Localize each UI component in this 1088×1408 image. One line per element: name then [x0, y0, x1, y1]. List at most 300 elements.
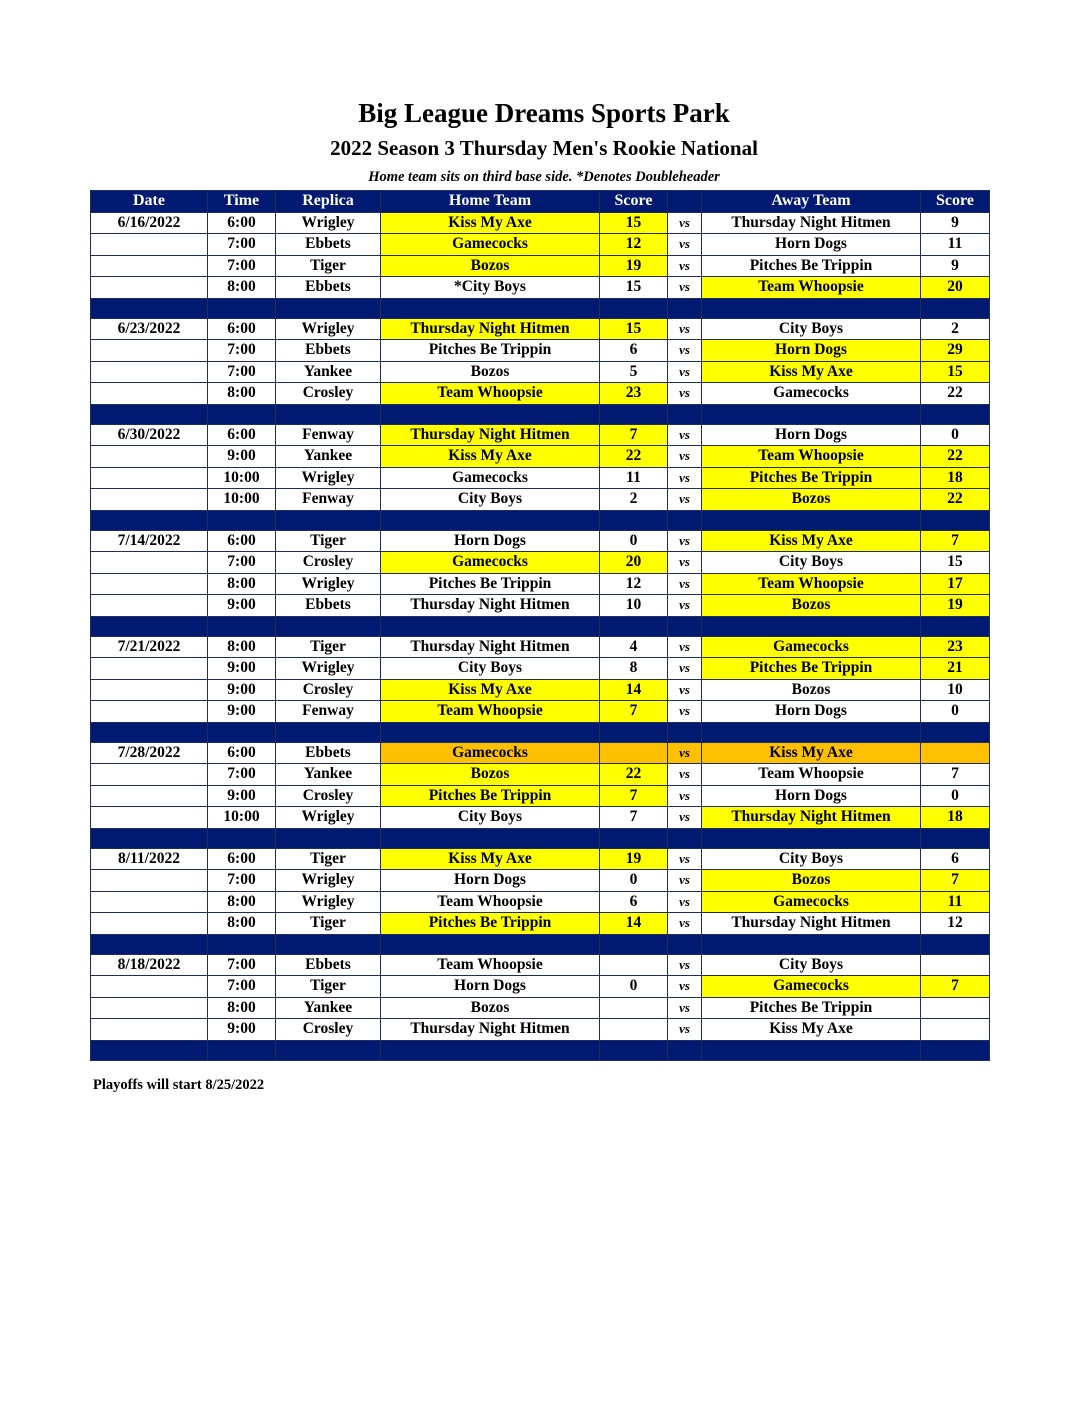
home-score [600, 954, 668, 976]
away-score: 9 [921, 255, 990, 277]
separator-cell [702, 722, 921, 742]
separator-cell [668, 1040, 702, 1060]
away-team: Gamecocks [702, 891, 921, 913]
away-score [921, 997, 990, 1019]
home-score: 14 [600, 913, 668, 935]
away-team: Kiss My Axe [702, 361, 921, 383]
vs-label: vs [668, 234, 702, 256]
vs-label: vs [668, 870, 702, 892]
separator-cell [276, 934, 381, 954]
game-date: 7/28/2022 [91, 742, 208, 764]
away-team: Pitches Be Trippin [702, 467, 921, 489]
game-time: 8:00 [208, 573, 276, 595]
week-separator [91, 722, 990, 742]
vs-label: vs [668, 997, 702, 1019]
game-date: 6/23/2022 [91, 318, 208, 340]
game-time: 6:00 [208, 530, 276, 552]
game-time: 8:00 [208, 277, 276, 299]
vs-label: vs [668, 701, 702, 723]
game-replica: Tiger [276, 848, 381, 870]
game-row [91, 913, 990, 935]
game-replica: Wrigley [276, 807, 381, 829]
separator-cell [600, 616, 668, 636]
vs-label: vs [668, 446, 702, 468]
game-time: 9:00 [208, 658, 276, 680]
vs-label: vs [668, 807, 702, 829]
game-time: 8:00 [208, 636, 276, 658]
vs-label: vs [668, 552, 702, 574]
game-time: 7:00 [208, 976, 276, 998]
game-time: 10:00 [208, 807, 276, 829]
separator-cell [381, 510, 600, 530]
away-team: Thursday Night Hitmen [702, 913, 921, 935]
home-team: Horn Dogs [381, 530, 600, 552]
game-replica: Wrigley [276, 573, 381, 595]
game-replica: Ebbets [276, 340, 381, 362]
game-row [91, 340, 990, 362]
away-score: 7 [921, 764, 990, 786]
away-team: Bozos [702, 595, 921, 617]
away-score: 19 [921, 595, 990, 617]
home-team: City Boys [381, 489, 600, 511]
separator-cell [668, 828, 702, 848]
away-team: Team Whoopsie [702, 764, 921, 786]
separator-cell [600, 934, 668, 954]
game-row [91, 446, 990, 468]
separator-cell [921, 828, 990, 848]
game-date [91, 701, 208, 723]
away-team: Kiss My Axe [702, 1019, 921, 1041]
vs-label: vs [668, 424, 702, 446]
game-replica: Fenway [276, 489, 381, 511]
away-team: Gamecocks [702, 383, 921, 405]
game-replica: Wrigley [276, 212, 381, 234]
game-replica: Yankee [276, 764, 381, 786]
game-date [91, 764, 208, 786]
vs-label: vs [668, 976, 702, 998]
home-team: Bozos [381, 764, 600, 786]
game-replica: Tiger [276, 636, 381, 658]
away-score: 15 [921, 361, 990, 383]
game-row [91, 764, 990, 786]
game-replica: Fenway [276, 424, 381, 446]
game-replica: Tiger [276, 976, 381, 998]
game-date [91, 234, 208, 256]
game-time: 8:00 [208, 913, 276, 935]
home-score: 10 [600, 595, 668, 617]
home-team: Pitches Be Trippin [381, 785, 600, 807]
vs-label: vs [668, 573, 702, 595]
home-team: Pitches Be Trippin [381, 913, 600, 935]
vs-label: vs [668, 785, 702, 807]
separator-cell [600, 722, 668, 742]
game-replica: Ebbets [276, 277, 381, 299]
game-row [91, 848, 990, 870]
game-replica: Ebbets [276, 742, 381, 764]
col-header-home-score: Score [600, 191, 668, 213]
away-team: Bozos [702, 679, 921, 701]
game-replica: Wrigley [276, 467, 381, 489]
away-team: Bozos [702, 870, 921, 892]
game-replica: Tiger [276, 913, 381, 935]
away-team: City Boys [702, 848, 921, 870]
home-team: Thursday Night Hitmen [381, 424, 600, 446]
game-row [91, 807, 990, 829]
game-replica: Crosley [276, 383, 381, 405]
game-time: 7:00 [208, 954, 276, 976]
game-date [91, 976, 208, 998]
separator-cell [921, 404, 990, 424]
separator-cell [381, 934, 600, 954]
separator-cell [600, 404, 668, 424]
separator-cell [208, 616, 276, 636]
game-replica: Crosley [276, 679, 381, 701]
separator-cell [208, 934, 276, 954]
separator-cell [91, 828, 208, 848]
separator-cell [600, 828, 668, 848]
vs-label: vs [668, 891, 702, 913]
game-row [91, 318, 990, 340]
away-score: 9 [921, 212, 990, 234]
separator-cell [600, 298, 668, 318]
separator-cell [702, 404, 921, 424]
separator-cell [702, 616, 921, 636]
week-separator [91, 934, 990, 954]
game-replica: Crosley [276, 785, 381, 807]
home-team: City Boys [381, 807, 600, 829]
game-row [91, 1019, 990, 1041]
separator-cell [208, 298, 276, 318]
separator-cell [381, 828, 600, 848]
separator-cell [921, 510, 990, 530]
game-date [91, 658, 208, 680]
home-team: Pitches Be Trippin [381, 573, 600, 595]
separator-cell [276, 616, 381, 636]
home-score: 6 [600, 891, 668, 913]
game-replica: Wrigley [276, 658, 381, 680]
home-team: Gamecocks [381, 234, 600, 256]
game-date: 8/11/2022 [91, 848, 208, 870]
game-date: 7/21/2022 [91, 636, 208, 658]
away-team: City Boys [702, 552, 921, 574]
game-time: 6:00 [208, 848, 276, 870]
separator-cell [381, 1040, 600, 1060]
away-team: Horn Dogs [702, 701, 921, 723]
away-score: 7 [921, 870, 990, 892]
game-time: 6:00 [208, 424, 276, 446]
away-team: Team Whoopsie [702, 446, 921, 468]
separator-cell [91, 1040, 208, 1060]
separator-cell [668, 934, 702, 954]
separator-cell [208, 1040, 276, 1060]
separator-cell [208, 828, 276, 848]
col-header-away-team: Away Team [702, 191, 921, 213]
away-team: Team Whoopsie [702, 277, 921, 299]
home-score: 11 [600, 467, 668, 489]
game-row [91, 595, 990, 617]
separator-cell [668, 298, 702, 318]
home-score: 20 [600, 552, 668, 574]
away-team: Pitches Be Trippin [702, 658, 921, 680]
separator-cell [702, 934, 921, 954]
home-team: Team Whoopsie [381, 891, 600, 913]
separator-cell [276, 1040, 381, 1060]
home-score: 8 [600, 658, 668, 680]
game-replica: Wrigley [276, 318, 381, 340]
away-team: City Boys [702, 318, 921, 340]
home-score: 15 [600, 277, 668, 299]
separator-cell [921, 934, 990, 954]
game-time: 8:00 [208, 383, 276, 405]
separator-cell [381, 722, 600, 742]
away-score: 10 [921, 679, 990, 701]
game-row [91, 530, 990, 552]
separator-cell [91, 616, 208, 636]
vs-label: vs [668, 277, 702, 299]
game-replica: Crosley [276, 1019, 381, 1041]
game-row [91, 742, 990, 764]
home-team-note: Home team sits on third base side. *Denotes Doubleheader [368, 169, 720, 185]
game-replica: Ebbets [276, 234, 381, 256]
game-date [91, 679, 208, 701]
home-score [600, 742, 668, 764]
col-header-date: Date [91, 191, 208, 213]
home-score: 0 [600, 530, 668, 552]
away-score: 0 [921, 701, 990, 723]
home-score: 19 [600, 255, 668, 277]
away-score: 22 [921, 489, 990, 511]
away-team: Gamecocks [702, 636, 921, 658]
home-score: 0 [600, 976, 668, 998]
col-header-time: Time [208, 191, 276, 213]
col-header-vs [668, 191, 702, 213]
separator-cell [208, 510, 276, 530]
home-score: 23 [600, 383, 668, 405]
separator-cell [91, 934, 208, 954]
away-team: Pitches Be Trippin [702, 255, 921, 277]
away-team: Kiss My Axe [702, 742, 921, 764]
home-team: City Boys [381, 658, 600, 680]
game-row [91, 467, 990, 489]
game-date [91, 785, 208, 807]
separator-cell [276, 828, 381, 848]
home-score [600, 997, 668, 1019]
game-date [91, 467, 208, 489]
game-row [91, 573, 990, 595]
away-score: 12 [921, 913, 990, 935]
home-score: 2 [600, 489, 668, 511]
game-date [91, 913, 208, 935]
game-time: 7:00 [208, 552, 276, 574]
separator-cell [702, 298, 921, 318]
separator-cell [91, 510, 208, 530]
game-replica: Tiger [276, 255, 381, 277]
game-replica: Crosley [276, 552, 381, 574]
vs-label: vs [668, 742, 702, 764]
game-row [91, 255, 990, 277]
game-row [91, 212, 990, 234]
separator-cell [668, 510, 702, 530]
away-score: 17 [921, 573, 990, 595]
col-header-home-team: Home Team [381, 191, 600, 213]
game-replica: Fenway [276, 701, 381, 723]
game-row [91, 658, 990, 680]
game-row [91, 891, 990, 913]
vs-label: vs [668, 489, 702, 511]
game-time: 7:00 [208, 361, 276, 383]
home-team: Gamecocks [381, 742, 600, 764]
away-team: Horn Dogs [702, 340, 921, 362]
game-replica: Ebbets [276, 595, 381, 617]
game-time: 6:00 [208, 318, 276, 340]
separator-cell [668, 616, 702, 636]
away-score: 7 [921, 530, 990, 552]
away-score: 20 [921, 277, 990, 299]
away-team: Pitches Be Trippin [702, 997, 921, 1019]
away-team: Thursday Night Hitmen [702, 807, 921, 829]
away-score [921, 954, 990, 976]
home-score: 22 [600, 446, 668, 468]
game-row [91, 870, 990, 892]
game-time: 7:00 [208, 870, 276, 892]
game-date [91, 361, 208, 383]
separator-cell [921, 722, 990, 742]
away-score: 22 [921, 383, 990, 405]
home-score [600, 1019, 668, 1041]
game-time: 7:00 [208, 234, 276, 256]
vs-label: vs [668, 954, 702, 976]
home-team: Thursday Night Hitmen [381, 636, 600, 658]
vs-label: vs [668, 913, 702, 935]
vs-label: vs [668, 764, 702, 786]
game-replica: Ebbets [276, 954, 381, 976]
week-separator [91, 1040, 990, 1060]
separator-cell [600, 1040, 668, 1060]
away-team: Horn Dogs [702, 785, 921, 807]
vs-label: vs [668, 595, 702, 617]
game-date [91, 997, 208, 1019]
separator-cell [208, 722, 276, 742]
playoffs-note: Playoffs will start 8/25/2022 [93, 1077, 265, 1093]
game-time: 9:00 [208, 679, 276, 701]
separator-cell [381, 298, 600, 318]
game-replica: Yankee [276, 446, 381, 468]
week-separator [91, 616, 990, 636]
home-score: 5 [600, 361, 668, 383]
game-time: 9:00 [208, 1019, 276, 1041]
home-score: 19 [600, 848, 668, 870]
page-subtitle: 2022 Season 3 Thursday Men's Rookie National [330, 136, 758, 160]
separator-cell [276, 722, 381, 742]
vs-label: vs [668, 848, 702, 870]
away-team: Thursday Night Hitmen [702, 212, 921, 234]
away-score [921, 1019, 990, 1041]
home-score: 7 [600, 807, 668, 829]
game-row [91, 552, 990, 574]
vs-label: vs [668, 658, 702, 680]
game-date [91, 255, 208, 277]
away-score: 22 [921, 446, 990, 468]
vs-label: vs [668, 212, 702, 234]
home-team: Bozos [381, 997, 600, 1019]
game-row [91, 383, 990, 405]
away-score: 11 [921, 234, 990, 256]
away-team: Horn Dogs [702, 234, 921, 256]
home-team: Pitches Be Trippin [381, 340, 600, 362]
home-team: Horn Dogs [381, 870, 600, 892]
game-row [91, 785, 990, 807]
page-title: Big League Dreams Sports Park [358, 98, 730, 128]
home-score: 7 [600, 785, 668, 807]
home-team: Team Whoopsie [381, 383, 600, 405]
game-date: 8/18/2022 [91, 954, 208, 976]
week-separator [91, 828, 990, 848]
game-date [91, 807, 208, 829]
game-date [91, 595, 208, 617]
home-team: Gamecocks [381, 552, 600, 574]
separator-cell [668, 722, 702, 742]
game-time: 9:00 [208, 701, 276, 723]
game-date [91, 1019, 208, 1041]
away-score: 29 [921, 340, 990, 362]
game-time: 9:00 [208, 446, 276, 468]
separator-cell [91, 298, 208, 318]
home-team: Team Whoopsie [381, 701, 600, 723]
game-date [91, 870, 208, 892]
game-date [91, 891, 208, 913]
home-team: Team Whoopsie [381, 954, 600, 976]
vs-label: vs [668, 340, 702, 362]
game-time: 10:00 [208, 467, 276, 489]
separator-cell [381, 404, 600, 424]
game-replica: Wrigley [276, 891, 381, 913]
home-team: Thursday Night Hitmen [381, 1019, 600, 1041]
home-team: Kiss My Axe [381, 446, 600, 468]
away-score: 21 [921, 658, 990, 680]
away-score: 18 [921, 467, 990, 489]
away-team: Gamecocks [702, 976, 921, 998]
separator-cell [921, 298, 990, 318]
home-team: Kiss My Axe [381, 212, 600, 234]
away-team: Bozos [702, 489, 921, 511]
game-date [91, 446, 208, 468]
home-team: Thursday Night Hitmen [381, 595, 600, 617]
game-row [91, 489, 990, 511]
game-date [91, 340, 208, 362]
separator-cell [921, 1040, 990, 1060]
home-team: Gamecocks [381, 467, 600, 489]
home-score: 15 [600, 212, 668, 234]
game-time: 8:00 [208, 891, 276, 913]
game-time: 8:00 [208, 997, 276, 1019]
separator-cell [921, 616, 990, 636]
home-team: Kiss My Axe [381, 848, 600, 870]
vs-label: vs [668, 530, 702, 552]
home-score: 6 [600, 340, 668, 362]
week-separator [91, 298, 990, 318]
home-score: 0 [600, 870, 668, 892]
game-row [91, 361, 990, 383]
game-replica: Yankee [276, 361, 381, 383]
home-score: 12 [600, 573, 668, 595]
separator-cell [91, 404, 208, 424]
home-team: Thursday Night Hitmen [381, 318, 600, 340]
game-row [91, 277, 990, 299]
away-score: 0 [921, 424, 990, 446]
game-date [91, 383, 208, 405]
away-score: 11 [921, 891, 990, 913]
game-time: 7:00 [208, 764, 276, 786]
